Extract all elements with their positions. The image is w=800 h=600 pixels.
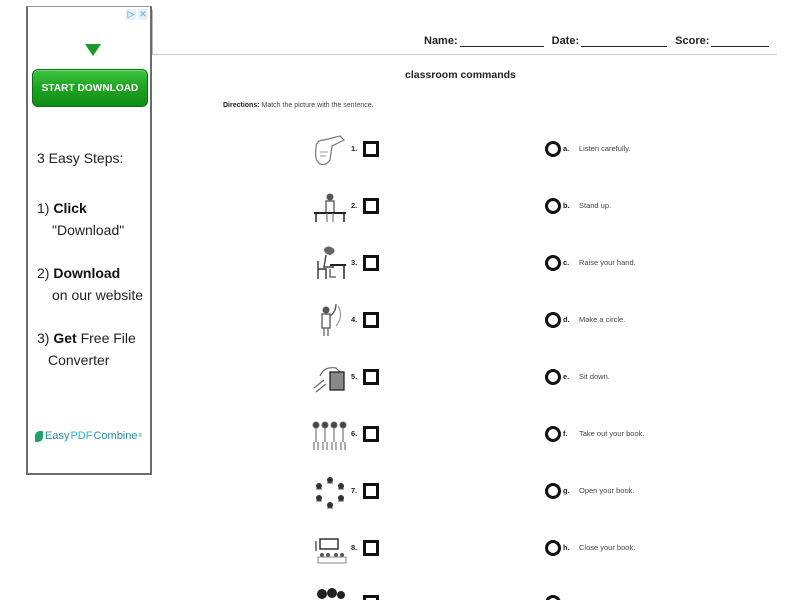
steps-title: 3 Easy Steps: — [37, 150, 124, 166]
match-circle[interactable] — [545, 255, 561, 271]
down-arrow-icon — [85, 44, 101, 56]
sentence-text: Take out your book. — [579, 429, 645, 438]
answer-box[interactable] — [363, 595, 379, 600]
sentence-letter: d. — [563, 315, 570, 324]
picture-number: 5. — [351, 372, 358, 381]
sentence-text: Stand up. — [579, 201, 612, 210]
date-label: Date: — [551, 35, 580, 47]
classroom-board-icon — [310, 533, 350, 567]
book-icon — [310, 362, 350, 396]
step-number: 1) — [37, 200, 50, 216]
group-of-students-icon — [310, 588, 350, 600]
name-label: Name: — [424, 35, 458, 47]
answer-box[interactable] — [363, 369, 379, 385]
ad-choices-icon[interactable]: ▷ — [127, 9, 135, 19]
match-circle[interactable] — [545, 540, 561, 556]
directions-label: Directions: — [223, 102, 260, 109]
sentence-text: Sit down. — [579, 372, 610, 381]
match-row-2 — [0, 191, 800, 231]
worksheet-header — [424, 35, 769, 47]
registered-mark: ® — [138, 433, 143, 439]
match-row-9 — [0, 588, 800, 600]
match-row-4 — [0, 305, 800, 345]
score-blank[interactable] — [711, 36, 769, 47]
answer-box[interactable] — [363, 426, 379, 442]
name-blank[interactable] — [460, 36, 544, 47]
picture-number: 6. — [351, 429, 358, 438]
picture-number: 2. — [351, 201, 358, 210]
divider — [152, 10, 153, 55]
score-label: Score: — [675, 35, 710, 47]
match-circle[interactable] — [545, 426, 561, 442]
match-circle[interactable] — [545, 369, 561, 385]
student-at-desk-icon — [310, 242, 350, 282]
sentence-text: Make a circle. — [579, 315, 626, 324]
match-row-8 — [0, 533, 800, 573]
date-field[interactable] — [552, 35, 668, 47]
match-row-7 — [0, 476, 800, 516]
worksheet-title: classroom commands — [405, 69, 516, 81]
sentence-text: Raise your hand. — [579, 258, 636, 267]
step-detail: Converter — [48, 352, 110, 368]
step-number: 3) — [37, 330, 50, 346]
picture-number: 3. — [351, 258, 358, 267]
sentence-text: Close your book. — [579, 543, 636, 552]
students-in-line-icon — [310, 419, 350, 453]
directions — [223, 102, 374, 109]
answer-box[interactable] — [363, 540, 379, 556]
answer-box[interactable] — [363, 141, 379, 157]
picture-number: 4. — [351, 315, 358, 324]
step-action: Get — [53, 330, 77, 346]
sentence-letter: g. — [563, 486, 570, 495]
step-action: Click — [53, 200, 87, 216]
step-detail: on our website — [52, 287, 144, 303]
circle-of-students-icon — [310, 476, 350, 510]
advertisement-panel — [26, 6, 152, 475]
raised-hand-icon — [310, 299, 350, 339]
sentence-letter: h. — [563, 543, 570, 552]
close-icon[interactable]: ✕ — [139, 9, 147, 19]
sentence-letter: a. — [563, 144, 570, 153]
sentence-letter: e. — [563, 372, 570, 381]
answer-box[interactable] — [363, 198, 379, 214]
step-number: 2) — [37, 265, 50, 281]
match-circle[interactable] — [545, 312, 561, 328]
match-row-3 — [0, 248, 800, 288]
match-circle[interactable] — [545, 595, 561, 600]
start-download-button[interactable]: START DOWNLOAD — [32, 69, 148, 107]
directions-text: Match the picture with the sentence. — [259, 102, 374, 109]
match-circle[interactable] — [545, 141, 561, 157]
match-row-6 — [0, 419, 800, 459]
name-field[interactable] — [424, 35, 544, 47]
step-action: Download — [53, 265, 121, 281]
standing-student-icon — [310, 191, 350, 225]
sentence-letter: c. — [563, 258, 570, 267]
picture-number: 7. — [351, 486, 358, 495]
match-row-1 — [0, 134, 800, 174]
score-field[interactable] — [675, 35, 769, 47]
date-blank[interactable] — [581, 36, 667, 47]
step-detail: "Download" — [52, 222, 125, 238]
logo-text-easy: Easy — [45, 430, 70, 442]
match-circle[interactable] — [545, 198, 561, 214]
logo-text-pdf: PDF — [70, 430, 93, 442]
answer-box[interactable] — [363, 483, 379, 499]
picture-number: 8. — [351, 543, 358, 552]
header-rule — [152, 54, 777, 55]
listening-ear-icon — [310, 134, 350, 168]
step-action-rest: Free File — [76, 330, 136, 346]
match-row-5 — [0, 362, 800, 402]
answer-box[interactable] — [363, 255, 379, 271]
logo-text-combine: Combine — [93, 430, 138, 442]
picture-number: 1. — [351, 144, 358, 153]
answer-box[interactable] — [363, 312, 379, 328]
sentence-letter: f. — [563, 429, 568, 438]
sentence-letter: b. — [563, 201, 570, 210]
ad-choices[interactable] — [126, 9, 148, 20]
sentence-text: Listen carefully. — [579, 144, 631, 153]
match-circle[interactable] — [545, 483, 561, 499]
sentence-text: Open your book. — [579, 486, 635, 495]
